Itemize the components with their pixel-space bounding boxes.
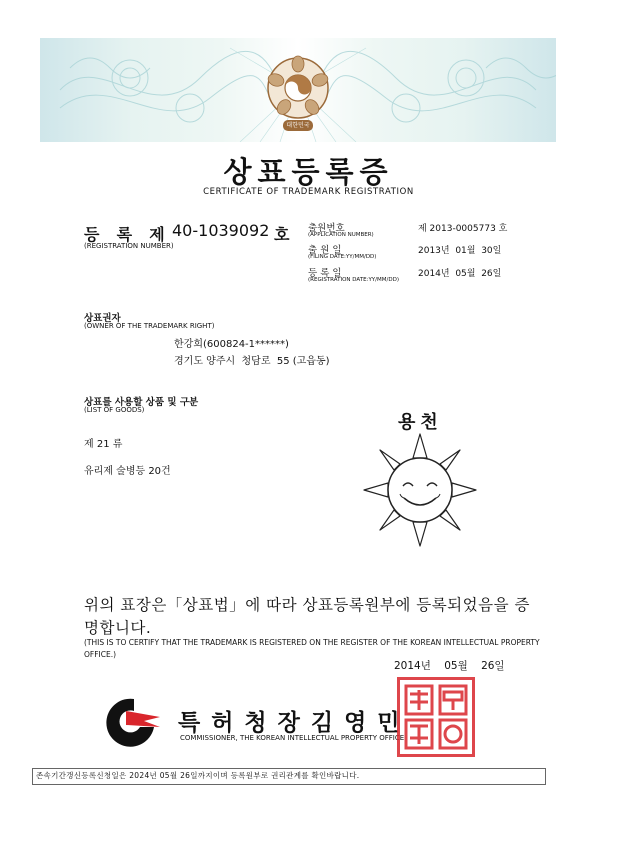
registration-date: 2014년 05월 26일 (418, 269, 502, 279)
application-label: 출원번호 (308, 223, 345, 234)
trademark-text: 용천 (398, 412, 443, 433)
owner-address: 경기도 양주시 청담로 55 (고읍동) (174, 356, 330, 367)
filing-date-label: 출 원 일 (308, 245, 342, 256)
kipo-logo (100, 693, 162, 749)
trademark-sun-logo (360, 430, 480, 550)
seal-text (400, 760, 405, 761)
filing-date-label-en: (FILING DATE:YY/MM/DD) (308, 254, 377, 260)
registration-date-label-en: (REGISTRATION DATE:YY/MM/DD) (308, 277, 399, 283)
header-banner (40, 38, 556, 142)
application-number: 제 2013-0005773 호 (418, 224, 508, 234)
issue-date: 2014년 05월 26일 (394, 660, 505, 672)
owner-label-en: (OWNER OF THE TRADEMARK RIGHT) (84, 322, 215, 330)
emblem-label: 대한민국 (286, 122, 310, 129)
registration-number: 40-1039092 (172, 221, 270, 240)
certificate-title: 상표등록증 (223, 155, 394, 189)
official-seal (397, 677, 475, 757)
certification-text-en: (THIS IS TO CERTIFY THAT THE TRADEMARK IS REGISTERED ON THE REGISTER OF THE KOREAN INTELLECTUAL PROPERTY OFFICE.) (84, 638, 540, 659)
owner-label: 상표권자 (84, 313, 121, 324)
commissioner-title-en: COMMISSIONER, THE KOREAN INTELLECTUAL PROPERTY OFFICE (180, 734, 405, 742)
certification-text: 위의 표장은「상표법」에 따라 상표등록원부에 등록되었음을 증명합니다. (84, 596, 530, 637)
registration-label: 등 록 제 (84, 225, 167, 244)
goods-items: 유리제 술병등 20건 (84, 466, 171, 477)
commissioner-name: 특허청장김영민 (178, 710, 411, 736)
government-emblem (265, 52, 331, 134)
goods-label-en: (LIST OF GOODS) (84, 406, 145, 414)
application-label-en: (APPLICATION NUMBER) (308, 232, 374, 238)
owner-name: 한강희(600824-1******) (174, 339, 289, 350)
certificate-title-en: CERTIFICATE OF TRADEMARK REGISTRATION (203, 187, 414, 197)
footer-notice: 존속기간갱신등록신청일은 2024년 05월 26일까지이며 등록원부로 권리관계를 확인바랍니다. (36, 771, 360, 780)
filing-date: 2013년 01월 30일 (418, 246, 502, 256)
registration-date-label: 등 록 일 (308, 268, 342, 279)
registration-label-en: (REGISTRATION NUMBER) (84, 242, 174, 250)
goods-class: 제 21 류 (84, 439, 123, 450)
goods-label: 상표를 사용할 상품 및 구분 (84, 397, 199, 408)
registration-suffix: 호 (274, 225, 290, 244)
